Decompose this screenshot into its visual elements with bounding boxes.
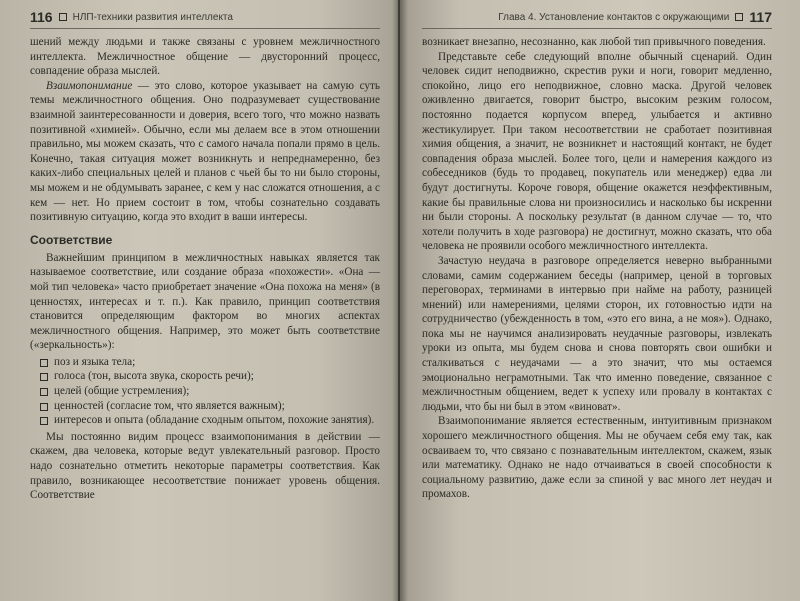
square-bullet-icon [40, 403, 48, 411]
paragraph: возникает внезапно, несознанно, как любой тип привычного поведения. [422, 36, 766, 48]
running-head: Глава 4. Установление контактов с окружающими [498, 11, 730, 23]
list-item [40, 399, 380, 414]
section-heading: Соответствие [30, 232, 113, 247]
book-gutter [392, 0, 408, 601]
square-bullet-icon [40, 373, 48, 381]
square-bullet-icon [40, 417, 48, 425]
list-item-text: поз и языка тела; [54, 355, 136, 368]
left-page-header [30, 6, 380, 29]
paragraph [30, 79, 380, 225]
page-number: 117 [749, 9, 772, 25]
list-item-text: целей (общие устремления); [54, 385, 190, 398]
paragraph: Представьте себе следующий вполне обычный сценарий. Один человек сидит неподвижно, скрестив руки и ноги, говорит медленно, спокойно, лицо его неподвижное, словно маска. Другой человек оживленно двигается, говорит быстро, высоким резким голосом, постоянно подается корпусом вперед, улыбается и активно жестикулирует. При таком несоответствии не сработает позитивная химия общения, а значит, не возникнет и настоящий контакт, не будет совпадения образа мыслей. Более того, цели и намерения каждого из собеседников (будь то продавец, покупатель или менеджер) едва ли будут достигнуты. Короче говоря, общение окажется неэффективным, какие бы правильные слова ни произносились и насколько бы искренни ни были стороны. А поскольку результат (в данном случае — то, что хотели получить в ходе разговора) не достигнут, можно сказать, что оба человека не проявили особого межличностного интеллекта. [422, 50, 772, 253]
page-number: 116 [30, 9, 53, 25]
list-item [40, 413, 380, 428]
paragraph: шений между людьми и также связаны с уровнем межличностного интеллекта. Межличностное общение — двусторонний процесс, совпадение образа мыслей. [30, 36, 380, 78]
list-item-text: ценностей (согласие том, что является важным); [54, 399, 285, 412]
paragraph: Мы постоянно видим процесс взаимопонимания в действии — скажем, два человека, которые ведут увлекательный разговор. Просто надо сознательно отметить некоторые параметры соответствия. Как правило, возникающее несоответствие понижает уровень общения. Соответствие [30, 430, 380, 502]
square-bullet-icon [40, 359, 48, 367]
square-marker-icon [59, 13, 67, 21]
bullet-list [30, 355, 380, 428]
paragraph: Важнейшим принципом в межличностных навыках является так называемое соответствие, или создание образа «похожести». «Она — мой тип человека» часто приобретает значение «Она похожа на меня» (в ценностях, интересах и т. п.). Как правило, принцип соответствия становится определяющим фактором во многих аспектах межличностного общения. Например, это может быть соответствие («зеркальность»): [30, 251, 380, 352]
list-item-text: голоса (тон, высота звука, скорость речи); [54, 370, 254, 383]
right-page-header [422, 6, 772, 29]
left-page [0, 0, 398, 601]
paragraph-text: — это слово, которое указывает на самую суть темы межличностного общения. Оно подразумевает существование взаимной заинтересованности и доверия, всего того, что можно назвать позитивной «химией». Обычно, если мы делаем все в этом отношении правильно, мы можем сказать, что с самого начала попали прямо в цель. Конечно, такая ситуация может возникнуть и непреднамеренно, без каких-либо специальных целей и планов с чьей бы то ни было стороны, мы можем и не обдумывать заранее, с кем у нас сложатся отношения, а с кем — нет. Но прием состоит в том, чтобы сознательно создавать позитивную ситуацию, когда это входит в ваши интересы. [30, 79, 380, 224]
paragraph: Зачастую неудача в разговоре определяется неверно выбранными словами, самим содержанием беседы (например, ценой в торговых переговорах, терминами в интервью при найме на работу, разницей мнений) или намерениями, целями сторон, их готовностью идти на сотрудничество (убежденность в том, «это его вина, а не моя»). Однако, пока мы не научимся анализировать неудачные разговоры, извлекать уроки из опыта, мы будем снова и снова повторять свои ошибки и сталкиваться с неудачами — а это значит, что мы остаемся эмоционально неграмотными. Так что именно поведение, связанное с межличностным общением, ведет к успеху или провалу в контактах с людьми, что бы ни был в этом «виноват». [422, 254, 772, 413]
list-item-text: интересов и опыта (обладание сходным опытом, похожие занятия). [54, 414, 375, 427]
list-item [40, 355, 380, 370]
square-marker-icon [735, 13, 743, 21]
term-emphasis: Взаимопонимание [46, 79, 133, 92]
paragraph: Взаимопонимание является естественным, интуитивным признаком хорошего межличностного общения. Мы не обучаем себя ему так, как осваиваем то, что связано с познавательным интеллектом, скажем, язык или математику. Однако не надо отчаиваться в своей способности к социальному развитию, даже если за спиной у вас много лет неудач и промахов. [422, 415, 772, 501]
right-page [400, 0, 800, 601]
running-head: НЛП-техники развития интеллекта [72, 11, 233, 23]
square-bullet-icon [40, 388, 48, 396]
list-item [40, 369, 380, 384]
list-item [40, 384, 380, 399]
